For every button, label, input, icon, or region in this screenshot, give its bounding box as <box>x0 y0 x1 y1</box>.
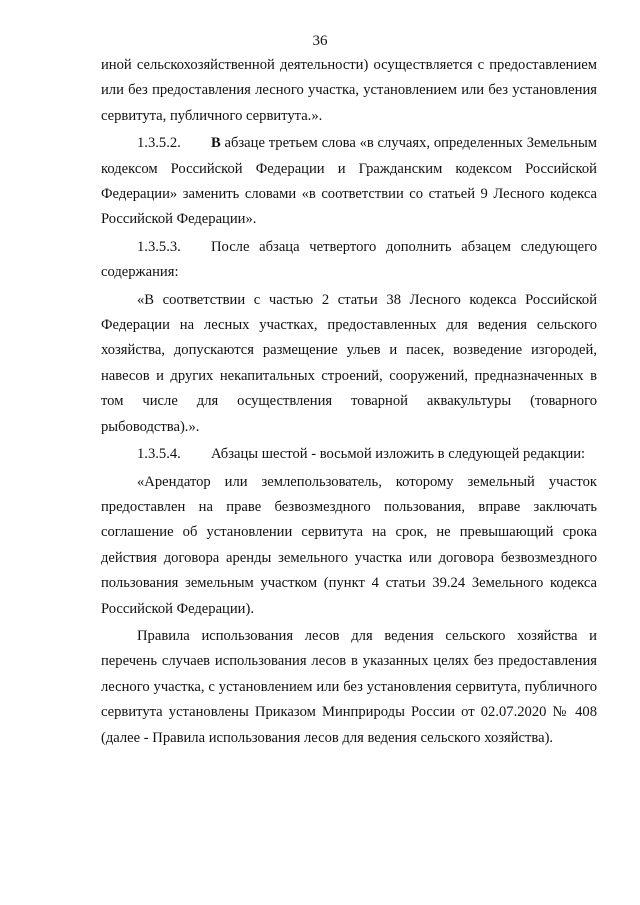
paragraph-1-3-5-2 <box>101 131 597 233</box>
clause-number: 1.3.5.3. <box>137 238 181 255</box>
paragraph-1-3-5-4 <box>101 442 597 467</box>
clause-text: Абзацы шестой - восьмой изложить в следующей редакции: <box>211 446 586 463</box>
clause-number: 1.3.5.2. <box>137 135 181 152</box>
page-number: 36 <box>312 33 328 49</box>
paragraph-continuation: иной сельскохозяйственной деятельности) осуществляется с предоставлением или без предоставления лесного участка, установлением или без установления сервитута, публичного сервитута.». <box>101 57 597 124</box>
paragraph-rules: Правила использования лесов для ведения сельского хозяйства и перечень случаев использования лесов в указанных целях без предоставления лесного участка, с установлением или без установления сервитута, публичного сервитута установлены Приказом Минприроды России от 02.07.2020 № 408 (далее - Правила использования лесов для ведения сельского хозяйства). <box>101 627 597 746</box>
document-body <box>101 53 597 751</box>
quoted-paragraph-apiary: «В соответствии с частью 2 статьи 38 Лесного кодекса Российской Федерации на лесных участках, предоставленных для ведения сельского хозяйства, допускаются размещение ульев и пасек, возведение изгородей, навесов и других некапитальных строений, сооружений, предназначенных в том числе для осуществления товарной аквакультуры (товарного рыбоводства).». <box>101 291 597 435</box>
clause-text: После абзаца четвертого дополнить абзацем следующего содержания: <box>101 238 597 281</box>
clause-text: абзаце третьем слова «в случаях, определенных Земельным кодексом Российской Федерации и Гражданским кодексом Российской Федерации» заменить словами «в соответствии со статьей 9 Лесного кодекса Российской Федерации». <box>101 135 597 228</box>
quoted-paragraph-servitude: «Арендатор или землепользователь, которому земельный участок предоставлен на праве безвозмездного пользования, вправе заключать соглашение об установлении сервитута на срок, не превышающий срока действия договора аренды земельного участка или договора безвозмездного пользования земельным участком (пункт 4 статьи 39.24 Земельного кодекса Российской Федерации). <box>101 473 597 617</box>
clause-number: 1.3.5.4. <box>137 446 181 463</box>
clause-lead-word: В <box>211 135 221 152</box>
paragraph-1-3-5-3 <box>101 235 597 286</box>
